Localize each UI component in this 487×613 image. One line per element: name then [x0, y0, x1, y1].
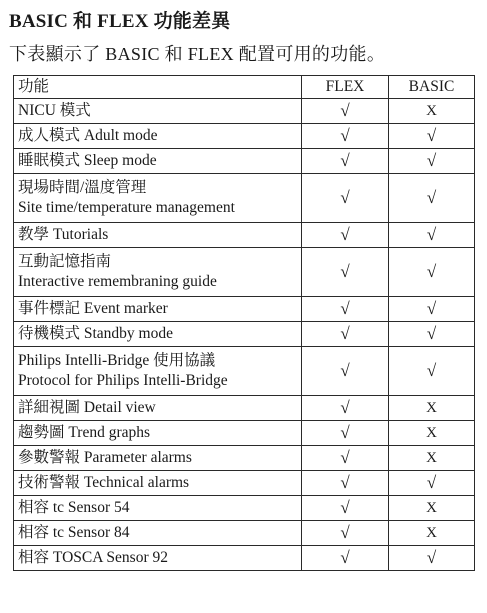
flex-availability-cell [302, 347, 389, 396]
feature-name-line: 成人模式 Adult mode [18, 127, 158, 144]
flex-availability-cell [302, 124, 389, 149]
checkmark-icon: √ [340, 150, 350, 170]
cross-mark: X [426, 400, 437, 416]
feature-name-line: NICU 模式 [18, 102, 91, 119]
feature-name-line: 詳細視圖 Detail view [18, 399, 156, 416]
flex-availability-cell [302, 248, 389, 297]
feature-name-cell [14, 546, 302, 571]
header-flex: FLEX [302, 76, 389, 99]
table-row [14, 297, 475, 322]
feature-name-cell [14, 521, 302, 546]
feature-name-cell [14, 99, 302, 124]
basic-availability-cell [389, 546, 475, 571]
table-row [14, 471, 475, 496]
checkmark-icon: √ [340, 472, 350, 492]
basic-availability-cell [389, 446, 475, 471]
flex-availability-cell [302, 521, 389, 546]
feature-name-cell [14, 174, 302, 223]
flex-availability-cell [302, 546, 389, 571]
table-row [14, 322, 475, 347]
basic-availability-cell [389, 297, 475, 322]
feature-name-line: Site time/temperature management [18, 199, 235, 216]
basic-availability-cell [389, 149, 475, 174]
checkmark-icon: √ [426, 323, 437, 343]
basic-availability-cell [389, 248, 475, 297]
table-row [14, 546, 475, 571]
basic-availability-cell [389, 396, 475, 421]
feature-name-line: Protocol for Philips Intelli-Bridge [18, 372, 228, 389]
feature-name-line: Philips Intelli-Bridge 使用協議 [18, 352, 216, 369]
basic-availability-cell [389, 347, 475, 396]
feature-name-cell [14, 496, 302, 521]
header-basic: BASIC [389, 76, 475, 99]
table-row [14, 521, 475, 546]
basic-availability-cell [389, 521, 475, 546]
checkmark-icon: √ [426, 261, 437, 281]
feature-name-line: Interactive remembraning guide [18, 273, 217, 290]
basic-availability-cell [389, 322, 475, 347]
basic-availability-cell [389, 124, 475, 149]
document-subtitle: 下表顯示了 BASIC 和 FLEX 配置可用的功能。 [9, 44, 386, 64]
checkmark-icon: √ [426, 298, 437, 318]
feature-name-cell [14, 446, 302, 471]
feature-name-cell [14, 322, 302, 347]
feature-name-cell [14, 124, 302, 149]
checkmark-icon: √ [340, 360, 350, 380]
checkmark-icon: √ [340, 547, 350, 567]
table-body [14, 99, 475, 571]
feature-name-cell [14, 248, 302, 297]
feature-name-cell [14, 297, 302, 322]
cross-mark: X [426, 450, 437, 466]
table-header-row [14, 76, 475, 99]
basic-availability-cell [389, 471, 475, 496]
feature-name-cell [14, 421, 302, 446]
flex-availability-cell [302, 496, 389, 521]
basic-availability-cell [389, 174, 475, 223]
checkmark-icon: √ [340, 497, 350, 517]
feature-name-line: 待機模式 Standby mode [18, 325, 173, 342]
checkmark-icon: √ [340, 187, 350, 207]
feature-name-cell [14, 347, 302, 396]
table-row [14, 124, 475, 149]
table-row [14, 174, 475, 223]
checkmark-icon: √ [340, 125, 350, 145]
basic-availability-cell [389, 99, 475, 124]
checkmark-icon: √ [340, 522, 350, 542]
feature-name-line: 相容 tc Sensor 84 [18, 524, 130, 541]
checkmark-icon: √ [340, 397, 350, 417]
table-row [14, 421, 475, 446]
feature-name-line: 睡眠模式 Sleep mode [18, 152, 157, 169]
checkmark-icon: √ [340, 100, 350, 120]
feature-name-cell [14, 149, 302, 174]
feature-name-cell [14, 396, 302, 421]
feature-name-line: 相容 TOSCA Sensor 92 [18, 549, 168, 566]
table-row [14, 347, 475, 396]
feature-name-line: 現場時間/溫度管理 [18, 179, 147, 196]
table-row [14, 223, 475, 248]
flex-availability-cell [302, 174, 389, 223]
flex-availability-cell [302, 322, 389, 347]
table-row [14, 396, 475, 421]
checkmark-icon: √ [426, 360, 437, 380]
checkmark-icon: √ [340, 323, 350, 343]
checkmark-icon: √ [340, 298, 350, 318]
feature-name-cell [14, 223, 302, 248]
checkmark-icon: √ [340, 261, 350, 281]
table-row [14, 496, 475, 521]
feature-name-line: 趨勢圖 Trend graphs [18, 424, 151, 441]
checkmark-icon: √ [426, 224, 437, 244]
feature-name-line: 技術警報 Technical alarms [18, 474, 190, 491]
basic-availability-cell [389, 223, 475, 248]
feature-name-line: 教學 Tutorials [18, 226, 109, 243]
document-title: BASIC 和 FLEX 功能差異 [9, 11, 231, 32]
checkmark-icon: √ [340, 224, 350, 244]
cross-mark: X [426, 103, 437, 119]
checkmark-icon: √ [426, 125, 437, 145]
table-row [14, 446, 475, 471]
cross-mark: X [426, 525, 437, 541]
flex-availability-cell [302, 99, 389, 124]
feature-name-line: 事件標記 Event marker [18, 300, 168, 317]
table-row [14, 149, 475, 174]
feature-name-cell [14, 471, 302, 496]
flex-availability-cell [302, 446, 389, 471]
cross-mark: X [426, 500, 437, 516]
header-feature: 功能 [14, 76, 302, 99]
flex-availability-cell [302, 297, 389, 322]
flex-availability-cell [302, 421, 389, 446]
feature-name-line: 參數警報 Parameter alarms [18, 449, 192, 466]
checkmark-icon: √ [426, 150, 437, 170]
checkmark-icon: √ [426, 547, 437, 567]
cross-mark: X [426, 425, 437, 441]
feature-name-line: 互動記憶指南 [18, 253, 112, 270]
checkmark-icon: √ [340, 422, 350, 442]
table-row [14, 248, 475, 297]
flex-availability-cell [302, 396, 389, 421]
feature-comparison-table [13, 75, 475, 571]
flex-availability-cell [302, 223, 389, 248]
checkmark-icon: √ [340, 447, 350, 467]
table-row [14, 99, 475, 124]
basic-availability-cell [389, 496, 475, 521]
flex-availability-cell [302, 471, 389, 496]
checkmark-icon: √ [426, 187, 437, 207]
basic-availability-cell [389, 421, 475, 446]
checkmark-icon: √ [426, 472, 437, 492]
feature-name-line: 相容 tc Sensor 54 [18, 499, 130, 516]
flex-availability-cell [302, 149, 389, 174]
